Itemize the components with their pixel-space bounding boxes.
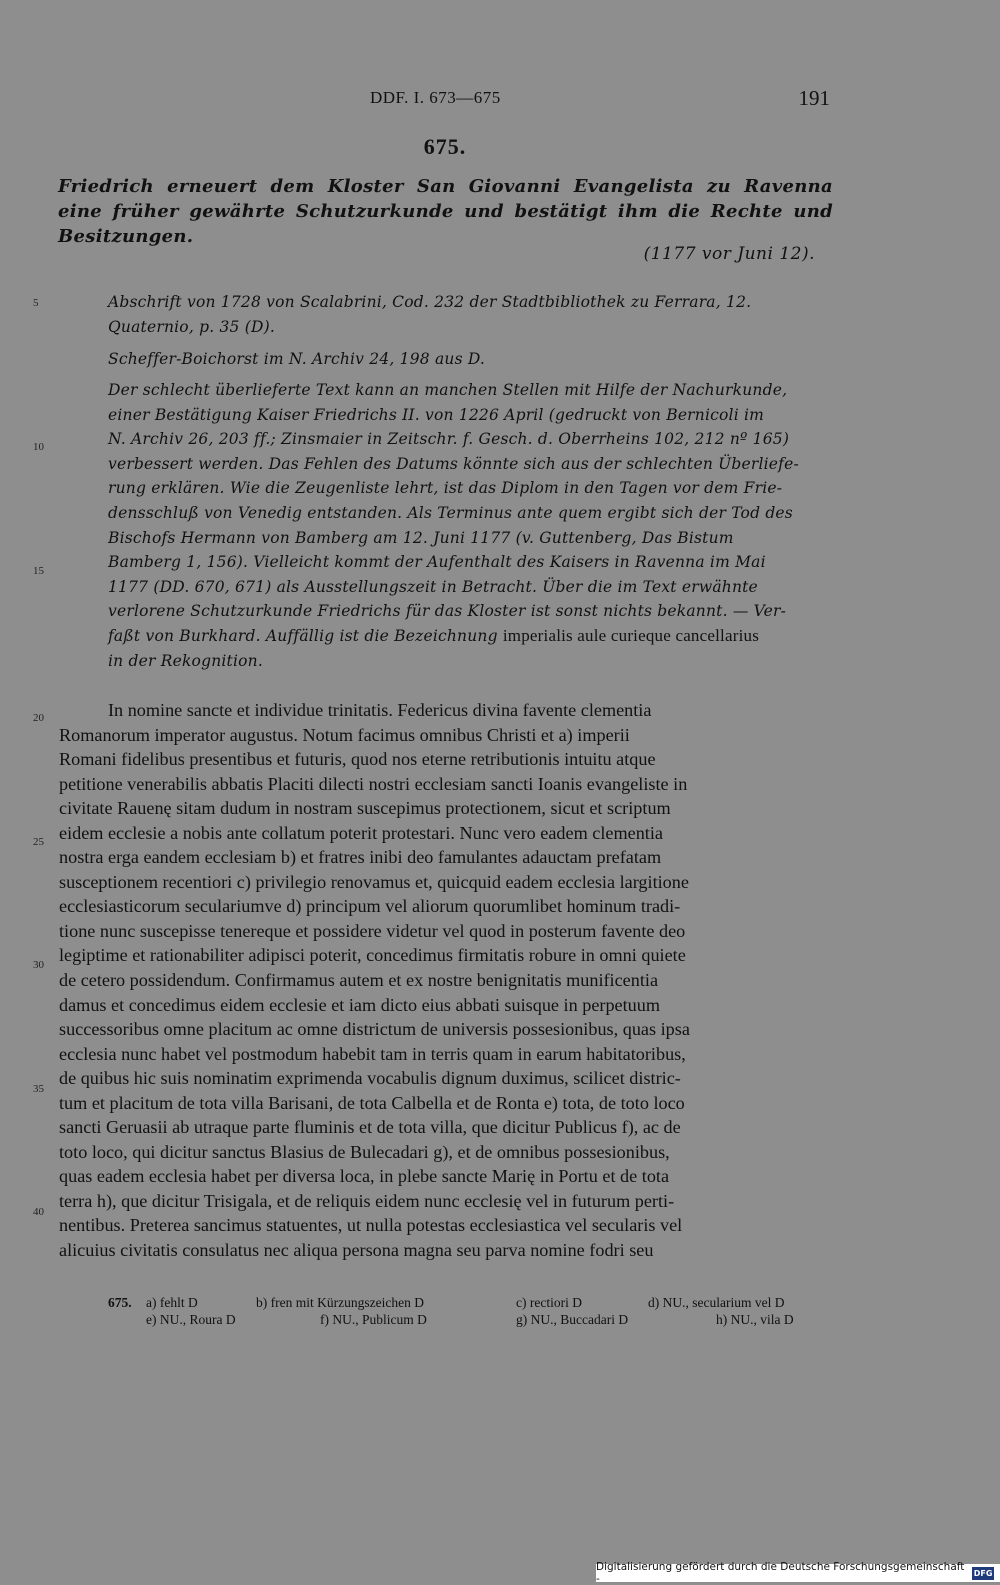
text-line: nostra erga eandem ecclesiam b) et fratres inibi deo famulantes adauctam prefatam — [59, 847, 662, 868]
apparatus-line: Quaternio, p. 35 (D). — [108, 317, 275, 336]
apparatus-edition — [108, 347, 834, 372]
text-line: petitione venerabilis abbatis Placiti dilecti nostri ecclesiam sancti Ioanis evangeliste in — [59, 773, 688, 794]
apparatus-line: einer Bestätigung Kaiser Friedrichs II. von 1226 April (gedruckt von Bernicoli im — [108, 405, 765, 424]
diploma-text — [59, 698, 834, 1263]
text-line: damus et concedimus eidem ecclesie et iam dicto eius abbati suisque in perpetuum — [59, 994, 661, 1015]
footnote-lead: 675. — [108, 1295, 132, 1310]
text-line: ecclesia nunc habet vel postmodum habebit tam in terris quam in earum habitatoribus, — [59, 1043, 686, 1064]
text-line: legiptime et rationabiliter adipisci poterit, concedimus firmitatis robure in omni quiete — [59, 945, 686, 966]
apparatus-line — [108, 624, 834, 649]
line-number: 20 — [33, 712, 44, 724]
footnotes — [108, 1294, 838, 1328]
text-line: nentibus. Preterea sancimus statuentes, ut nulla potestas ecclesiastica vel secularis vel — [59, 1215, 683, 1236]
text-line: susceptionem recentiori c) privilegio renovamus et, quicquid eadem ecclesia largitione — [59, 871, 689, 892]
text-line: de quibus hic suis nominatim exprimenda vocabulis dignum duximus, scilicet distric- — [59, 1068, 681, 1089]
dfg-credit-bar — [596, 1561, 1000, 1585]
running-title: DDF. I. 673—675 — [370, 88, 501, 107]
text-line: tum et placitum de tota villa Barisani, de tota Calbella et de Ronta e) tota, de toto loco — [59, 1092, 685, 1113]
apparatus-line: Abschrift von 1728 von Scalabrini, Cod. 232 der Stadtbibliothek zu Ferrara, 12. — [108, 293, 752, 311]
apparatus-line: verlorene Schutzurkunde Friedrichs für das Kloster ist sonst nichts bekannt. — Ver- — [108, 602, 787, 621]
apparatus-line: N. Archiv 26, 203 ff.; Zinsmaier in Zeitschr. f. Gesch. d. Oberrheins 102, 212 nº 165) — [108, 430, 790, 449]
document-date: (1177 vor Juni 12). — [643, 244, 815, 264]
line-number: 10 — [33, 441, 44, 453]
line-number: 5 — [33, 297, 39, 309]
text-line: eidem ecclesie a nobis ante collatum poterit protestari. Nunc vero eadem clementia — [59, 822, 663, 843]
footnote: b) fren mit Kürzungszeichen D — [256, 1295, 424, 1310]
line-number: 25 — [33, 836, 44, 848]
running-head — [0, 88, 840, 112]
apparatus-line: densschluß von Venedig entstanden. Als Terminus ante quem ergibt sich der Tod des — [108, 503, 793, 522]
text-line: terra h), que dicitur Trisigala, et de reliquis eidem nunc ecclesię vel in futurum perti- — [59, 1190, 675, 1211]
dfg-logo-icon: DFG — [973, 1568, 993, 1578]
dfg-credit-text: Digitalisierung gefördert durch die Deutsche Forschungsgemeinschaft - — [596, 1561, 965, 1585]
text-line: de cetero possidendum. Confirmamus autem et ex nostre benignitatis munificentia — [59, 970, 659, 991]
footnote: h) NU., vila D — [716, 1312, 794, 1327]
text-line: tione nunc suscepisse tenereque et possidere videtur vel quod in posterum favente deo — [59, 920, 686, 941]
text-line: Romanorum imperator augustus. Notum facimus omnibus Christi et a) imperii — [59, 724, 630, 745]
apparatus-text: faßt von Burkhard. Auffällig ist die Bezeichnung — [108, 626, 498, 645]
apparatus-line: verbessert werden. Das Fehlen des Datums könnte sich aus der schlechten Überliefe- — [108, 454, 799, 473]
text-line: civitate Rauenę sitam dudum in nostram suscepimus protectionem, sicut et scriptum — [59, 798, 671, 819]
footnote-row — [108, 1311, 838, 1328]
page-number: 191 — [798, 86, 830, 110]
text-line: alicuius civitatis consulatus nec aliqua persona magna seu parva nomine fodri seu — [59, 1240, 654, 1261]
footnote: d) NU., secularium vel D — [648, 1295, 785, 1310]
text-line: ecclesiasticorum seculariumve d) principum vel aliorum quorumlibet hominum tradi- — [59, 896, 681, 917]
apparatus-line: Der schlecht überlieferte Text kann an manchen Stellen mit Hilfe der Nachurkunde, — [108, 381, 788, 399]
apparatus-quote: imperialis aule curieque cancellarius — [502, 625, 760, 645]
regest — [58, 174, 833, 249]
text-line: sancti Geruasii ab utraque parte fluminis et de tota villa, que dicitur Publicus f), ac de — [59, 1117, 681, 1138]
line-number: 15 — [33, 565, 44, 577]
footnote: f) NU., Publicum D — [320, 1312, 427, 1327]
line-number: 30 — [33, 959, 44, 971]
text-line: Romani fidelibus presentibus et futuris, quod nos eterne retributionis intuitu atque — [59, 749, 656, 770]
apparatus-commentary — [108, 378, 834, 673]
apparatus-source — [108, 290, 834, 339]
apparatus-line: Bischofs Hermann von Bamberg am 12. Juni 1177 (v. Guttenberg, Das Bistum — [108, 528, 734, 547]
apparatus-line: in der Rekognition. — [108, 651, 263, 670]
regest-line: Friedrich erneuert dem Kloster San Giovanni Evangelista zu Ravenna — [58, 176, 833, 197]
footnote: a) fehlt D — [146, 1295, 198, 1310]
footnote: e) NU., Roura D — [146, 1312, 236, 1327]
text-line: quas eadem ecclesia habet per diversa loca, in plebe sancte Marię in Portu et de tota — [59, 1166, 670, 1187]
apparatus-line: 1177 (DD. 670, 671) als Ausstellungszeit in Betracht. Über die im Text erwähnte — [108, 577, 758, 596]
line-number: 40 — [33, 1206, 44, 1218]
apparatus-line: Bamberg 1, 156). Vielleicht kommt der Aufenthalt des Kaisers in Ravenna im Mai — [108, 553, 766, 572]
text-line: toto loco, qui dicitur sanctus Blasius de Bulecadari g), et de omnibus possesionibus, — [59, 1141, 670, 1162]
text-line: In nomine sancte et individue trinitatis. Federicus divina favente clementia — [108, 700, 652, 720]
apparatus-line: Scheffer-Boichorst im N. Archiv 24, 198 aus D. — [108, 350, 486, 368]
line-number: 35 — [33, 1083, 44, 1095]
regest-line: eine früher gewährte Schutzurkunde und bestätigt ihm die Rechte und Besitzungen. — [58, 201, 833, 247]
footnote: c) rectiori D — [516, 1295, 582, 1310]
footnote-row — [108, 1294, 838, 1311]
apparatus-line: rung erklären. Wie die Zeugenliste lehrt, ist das Diplom in den Tagen vor dem Frie- — [108, 479, 783, 498]
text-line: successoribus omne placitum ac omne districtum de universis possesionibus, quas ipsa — [59, 1019, 690, 1040]
footnote: g) NU., Buccadari D — [516, 1312, 629, 1327]
document-number: 675. — [423, 134, 467, 159]
